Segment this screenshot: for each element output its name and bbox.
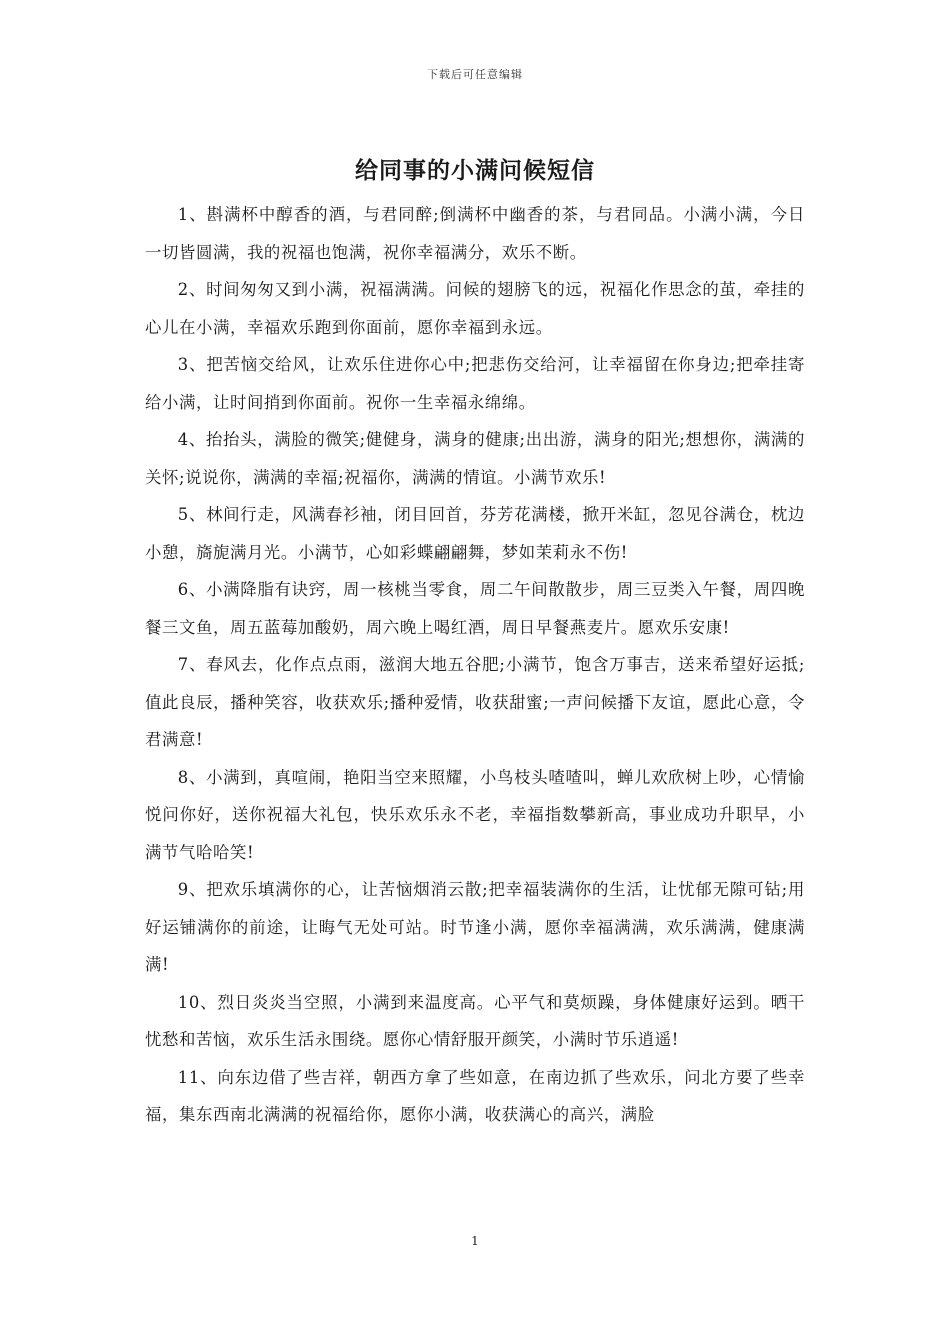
document-title: 给同事的小满问候短信 (355, 157, 595, 184)
paragraph-6: 6、小满降脂有诀窍，周一核桃当零食，周二午间散散步，周三豆类入午餐，周四晚餐三文鱼，周五蓝莓加酸奶，周六晚上喝红酒，周日早餐燕麦片。愿欢乐安康! (145, 580, 805, 637)
paragraph-3: 3、把苦恼交给风，让欢乐住进你心中;把悲伤交给河，让幸福留在你身边;把牵挂寄给小满，让时间捎到你面前。祝你一生幸福永绵绵。 (145, 355, 805, 412)
paragraph-11: 11、向东边借了些吉祥，朝西方拿了些如意，在南边抓了些欢乐，问北方要了些幸福，集东西南北满满的祝福给你，愿你小满，收获满心的高兴，满脸 (145, 1067, 805, 1124)
document-body (145, 196, 805, 1134)
paragraph-7: 7、春风去，化作点点雨，滋润大地五谷肥;小满节，饱含万事吉，送来希望好运抵;值此良辰，播种笑容，收获欢乐;播种爱情，收获甜蜜;一声问候播下友谊，愿此心意，令君满意! (145, 655, 805, 749)
paragraph-1: 1、斟满杯中醇香的酒，与君同醉;倒满杯中幽香的茶，与君同品。小满小满，今日一切皆圆满，我的祝福也饱满，祝你幸福满分，欢乐不断。 (145, 205, 805, 262)
page-header-note: 下载后可任意编辑 (427, 68, 523, 81)
paragraph-5: 5、林间行走，风满春衫袖，闭目回首，芬芳花满楼，掀开米缸，忽见谷满仓，枕边小憩，旖旎满月光。小满节，心如彩蝶翩翩舞，梦如茉莉永不伤! (145, 505, 805, 562)
paragraph-10: 10、烈日炎炎当空照，小满到来温度高。心平气和莫烦躁，身体健康好运到。晒干忧愁和苦恼，欢乐生活永围绕。愿你心情舒服开颜笑，小满时节乐逍遥! (145, 992, 805, 1049)
paragraph-2: 2、时间匆匆又到小满，祝福满满。问候的翅膀飞的远，祝福化作思念的茧，牵挂的心儿在小满，幸福欢乐跑到你面前，愿你幸福到永远。 (145, 280, 805, 337)
paragraph-4: 4、抬抬头，满脸的微笑;健健身，满身的健康;出出游，满身的阳光;想想你，满满的关怀;说说你，满满的幸福;祝福你，满满的情谊。小满节欢乐! (145, 430, 805, 487)
paragraph-9: 9、把欢乐填满你的心，让苦恼烟消云散;把幸福装满你的生活，让忧郁无隙可钻;用好运铺满你的前途，让晦气无处可站。时节逢小满，愿你幸福满满，欢乐满满，健康满满! (145, 880, 805, 974)
paragraph-8: 8、小满到，真喧闹，艳阳当空来照耀，小鸟枝头喳喳叫，蝉儿欢欣树上吵，心情愉悦问你好，送你祝福大礼包，快乐欢乐永不老，幸福指数攀新高，事业成功升职早，小满节气哈哈笑! (145, 767, 805, 862)
page-number: 1 (471, 1234, 479, 1248)
